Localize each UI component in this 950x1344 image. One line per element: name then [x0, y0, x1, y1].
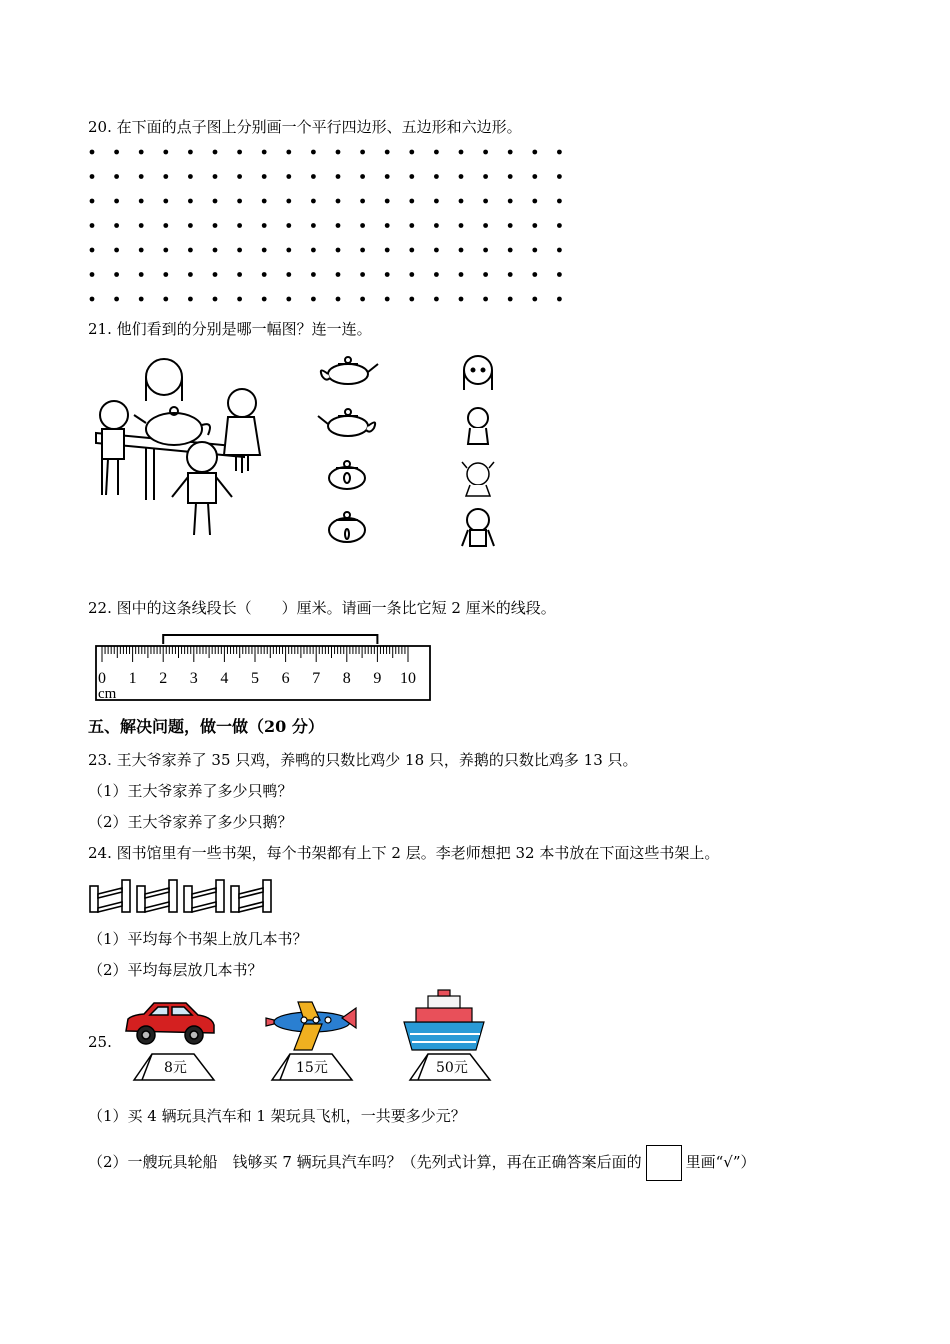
ruler-label: 5 [251, 670, 259, 687]
grid-dot[interactable] [311, 150, 316, 155]
grid-dot[interactable] [459, 272, 464, 277]
toy-plane-icon [264, 994, 360, 1054]
grid-dot[interactable] [434, 174, 439, 179]
q23-text: 王大爷家养了 35 只鸡，养鸭的只数比鸡少 18 只，养鹅的只数比鸡多 13 只。 [116, 751, 638, 769]
grid-dot[interactable] [532, 248, 537, 253]
grid-dot[interactable] [508, 150, 513, 155]
grid-dot[interactable] [163, 174, 168, 179]
grid-dot[interactable] [508, 248, 513, 253]
q21-text: 他们看到的分别是哪一幅图？连一连。 [116, 320, 372, 338]
grid-dot[interactable] [286, 272, 291, 277]
grid-dot[interactable] [262, 297, 267, 302]
grid-dot[interactable] [459, 174, 464, 179]
grid-dot[interactable] [336, 248, 341, 253]
grid-dot[interactable] [237, 223, 242, 228]
grid-dot[interactable] [188, 150, 193, 155]
grid-dot[interactable] [262, 272, 267, 277]
grid-dot[interactable] [434, 199, 439, 204]
grid-dot[interactable] [508, 272, 513, 277]
grid-dot[interactable] [557, 297, 562, 302]
grid-dot[interactable] [409, 223, 414, 228]
grid-dot[interactable] [139, 150, 144, 155]
grid-dot[interactable] [557, 272, 562, 277]
toy-car-icon [122, 997, 218, 1049]
grid-dot[interactable] [409, 199, 414, 204]
grid-dot[interactable] [360, 199, 365, 204]
grid-dot[interactable] [336, 199, 341, 204]
ruler-label: 6 [281, 670, 290, 687]
grid-dot[interactable] [163, 150, 168, 155]
q25-sub2-text-b: 里画“√”） [685, 1153, 756, 1171]
ruler-label: 2 [159, 670, 168, 687]
grid-dot[interactable] [483, 223, 488, 228]
grid-dot[interactable] [360, 272, 365, 277]
q22-line [88, 598, 556, 618]
grid-dot[interactable] [114, 150, 119, 155]
grid-dot[interactable] [188, 223, 193, 228]
bookshelves-illustration [88, 876, 288, 916]
grid-dot[interactable] [360, 297, 365, 302]
bookshelf [184, 880, 224, 912]
grid-dot[interactable] [262, 199, 267, 204]
grid-dot[interactable] [483, 248, 488, 253]
grid-dot[interactable] [360, 174, 365, 179]
bookshelf [137, 880, 177, 912]
grid-dot[interactable] [139, 223, 144, 228]
q25-number: 25. [88, 1033, 112, 1051]
grid-dot[interactable] [557, 174, 562, 179]
grid-dot[interactable] [188, 174, 193, 179]
grid-dot[interactable] [459, 199, 464, 204]
ruler [90, 632, 435, 704]
q23-sub2: （2）王大爷家养了多少只鹅？ [88, 813, 293, 831]
grid-dot[interactable] [237, 297, 242, 302]
grid-dot[interactable] [90, 272, 95, 277]
grid-dot[interactable] [483, 297, 488, 302]
q24-text: 图书馆里有一些书架，每个书架都有上下 2 层。李老师想把 32 本书放在下面这些书架上。 [116, 844, 720, 862]
grid-dot[interactable] [262, 174, 267, 179]
grid-dot[interactable] [213, 174, 218, 179]
grid-dot[interactable] [434, 272, 439, 277]
q25-sub2 [88, 1144, 756, 1181]
grid-dot[interactable] [213, 150, 218, 155]
grid-dot[interactable] [213, 272, 218, 277]
grid-dot[interactable] [385, 199, 390, 204]
grid-dot[interactable] [114, 199, 119, 204]
grid-dot[interactable] [114, 272, 119, 277]
grid-dot[interactable] [237, 174, 242, 179]
grid-dot[interactable] [508, 223, 513, 228]
grid-dot[interactable] [360, 223, 365, 228]
section5-heading: 五、解决问题，做一做（20 分） [88, 717, 324, 736]
grid-dot[interactable] [139, 248, 144, 253]
grid-dot[interactable] [483, 199, 488, 204]
grid-dot[interactable] [385, 248, 390, 253]
grid-dot[interactable] [139, 174, 144, 179]
grid-dot[interactable] [311, 223, 316, 228]
grid-dot[interactable] [237, 248, 242, 253]
grid-dot[interactable] [557, 150, 562, 155]
grid-dot[interactable] [459, 248, 464, 253]
car-price: 8元 [164, 1060, 187, 1076]
grid-dot[interactable] [114, 174, 119, 179]
teapot-view-1[interactable] [316, 352, 380, 388]
grid-dot[interactable] [139, 297, 144, 302]
grid-dot[interactable] [188, 199, 193, 204]
grid-dot[interactable] [90, 223, 95, 228]
ruler-label: 0 [98, 670, 106, 687]
grid-dot[interactable] [213, 223, 218, 228]
toy-ship-icon [402, 990, 486, 1054]
grid-dot[interactable] [90, 174, 95, 179]
q22-text: 图中的这条线段长（ ）厘米。请画一条比它短 2 厘米的线段。 [116, 599, 556, 617]
grid-dot[interactable] [409, 174, 414, 179]
grid-dot[interactable] [237, 272, 242, 277]
plane-price: 15元 [296, 1060, 328, 1076]
teapot-view-2[interactable] [316, 404, 380, 440]
child-view-1[interactable] [458, 352, 498, 396]
child-view-4[interactable] [458, 506, 498, 550]
grid-dot[interactable] [434, 150, 439, 155]
q20-text: 在下面的点子图上分别画一个平行四边形、五边形和六边形。 [116, 118, 522, 136]
grid-dot[interactable] [483, 272, 488, 277]
q24-number: 24. [88, 844, 112, 862]
grid-dot[interactable] [114, 297, 119, 302]
grid-dot[interactable] [90, 150, 95, 155]
q24-sub1: （1）平均每个书架上放几本书？ [88, 930, 308, 948]
bookshelf [231, 880, 271, 912]
q20-number: 20. [88, 118, 112, 136]
q20-line [88, 117, 522, 137]
grid-dot[interactable] [114, 248, 119, 253]
grid-dot[interactable] [532, 297, 537, 302]
grid-dot[interactable] [90, 248, 95, 253]
grid-dot[interactable] [90, 199, 95, 204]
ruler-label: 3 [189, 670, 198, 687]
grid-dot[interactable] [213, 297, 218, 302]
grid-dot[interactable] [163, 199, 168, 204]
ruler-label: 8 [342, 670, 351, 687]
grid-dot[interactable] [90, 297, 95, 302]
dot-grid[interactable] [88, 146, 588, 306]
grid-dot[interactable] [311, 199, 316, 204]
grid-dot[interactable] [385, 174, 390, 179]
grid-dot[interactable] [459, 150, 464, 155]
grid-dot[interactable] [286, 248, 291, 253]
grid-dot[interactable] [385, 223, 390, 228]
grid-dot[interactable] [163, 248, 168, 253]
q23-line [88, 750, 638, 770]
q25-sub1: （1）买 4 辆玩具汽车和 1 架玩具飞机，一共要多少元？ [88, 1107, 466, 1125]
grid-dot[interactable] [286, 223, 291, 228]
grid-dot[interactable] [483, 174, 488, 179]
grid-dot[interactable] [286, 150, 291, 155]
grid-dot[interactable] [385, 272, 390, 277]
grid-dot[interactable] [557, 223, 562, 228]
measured-segment [163, 635, 377, 644]
grid-dot[interactable] [188, 297, 193, 302]
grid-dot[interactable] [360, 248, 365, 253]
grid-dot[interactable] [532, 199, 537, 204]
grid-dot[interactable] [508, 174, 513, 179]
grid-dot[interactable] [409, 272, 414, 277]
grid-dot[interactable] [409, 248, 414, 253]
grid-dot[interactable] [508, 297, 513, 302]
grid-dot[interactable] [508, 199, 513, 204]
q24-line [88, 843, 719, 863]
grid-dot[interactable] [459, 223, 464, 228]
answer-checkbox[interactable] [646, 1145, 682, 1181]
grid-dot[interactable] [163, 272, 168, 277]
grid-dot[interactable] [409, 297, 414, 302]
grid-dot[interactable] [213, 199, 218, 204]
grid-dot[interactable] [262, 150, 267, 155]
grid-dot[interactable] [557, 248, 562, 253]
grid-dot[interactable] [385, 297, 390, 302]
child-view-3[interactable] [458, 456, 498, 500]
ship-price: 50元 [436, 1060, 468, 1076]
grid-dot[interactable] [459, 297, 464, 302]
q24-sub2: （2）平均每层放几本书？ [88, 961, 263, 979]
grid-dot[interactable] [434, 223, 439, 228]
ruler-label: 10 [400, 670, 416, 687]
bookshelf [90, 880, 130, 912]
grid-dot[interactable] [409, 150, 414, 155]
q21-line [88, 319, 372, 339]
grid-dot[interactable] [286, 199, 291, 204]
grid-dot[interactable] [188, 272, 193, 277]
grid-dot[interactable] [532, 223, 537, 228]
q23-sub1: （1）王大爷家养了多少只鸭？ [88, 782, 293, 800]
grid-dot[interactable] [336, 272, 341, 277]
grid-dot[interactable] [311, 272, 316, 277]
grid-dot[interactable] [336, 150, 341, 155]
grid-dot[interactable] [434, 248, 439, 253]
grid-dot[interactable] [532, 150, 537, 155]
grid-dot[interactable] [188, 248, 193, 253]
grid-dot[interactable] [237, 150, 242, 155]
grid-dot[interactable] [483, 150, 488, 155]
ruler-unit: cm [98, 686, 117, 702]
q21-number: 21. [88, 320, 112, 338]
child-view-2[interactable] [462, 404, 496, 448]
ruler-label: 7 [312, 670, 321, 687]
grid-dot[interactable] [532, 174, 537, 179]
ruler-label: 4 [220, 670, 229, 687]
grid-dot[interactable] [262, 248, 267, 253]
q21-scene-illustration [94, 355, 284, 545]
grid-dot[interactable] [163, 297, 168, 302]
grid-dot[interactable] [286, 297, 291, 302]
grid-dot[interactable] [336, 223, 341, 228]
grid-dot[interactable] [286, 174, 291, 179]
grid-dot[interactable] [262, 223, 267, 228]
grid-dot[interactable] [163, 223, 168, 228]
grid-dot[interactable] [237, 199, 242, 204]
grid-dot[interactable] [139, 272, 144, 277]
grid-dot[interactable] [336, 174, 341, 179]
grid-dot[interactable] [532, 272, 537, 277]
grid-dot[interactable] [336, 297, 341, 302]
grid-dot[interactable] [311, 297, 316, 302]
grid-dot[interactable] [360, 150, 365, 155]
q25-sub2-text-a: （2）一艘玩具轮船 钱够买 7 辆玩具汽车吗？（先列式计算，再在正确答案后面的 [88, 1153, 642, 1171]
grid-dot[interactable] [213, 248, 218, 253]
teapot-view-4[interactable] [322, 506, 372, 546]
grid-dot[interactable] [114, 223, 119, 228]
grid-dot[interactable] [139, 199, 144, 204]
grid-dot[interactable] [311, 248, 316, 253]
grid-dot[interactable] [311, 174, 316, 179]
ruler-label: 9 [373, 670, 382, 687]
q22-number: 22. [88, 599, 112, 617]
grid-dot[interactable] [434, 297, 439, 302]
grid-dot[interactable] [557, 199, 562, 204]
teapot-view-3[interactable] [322, 456, 372, 492]
grid-dot[interactable] [385, 150, 390, 155]
ruler-label: 1 [128, 670, 137, 687]
q23-number: 23. [88, 751, 112, 769]
